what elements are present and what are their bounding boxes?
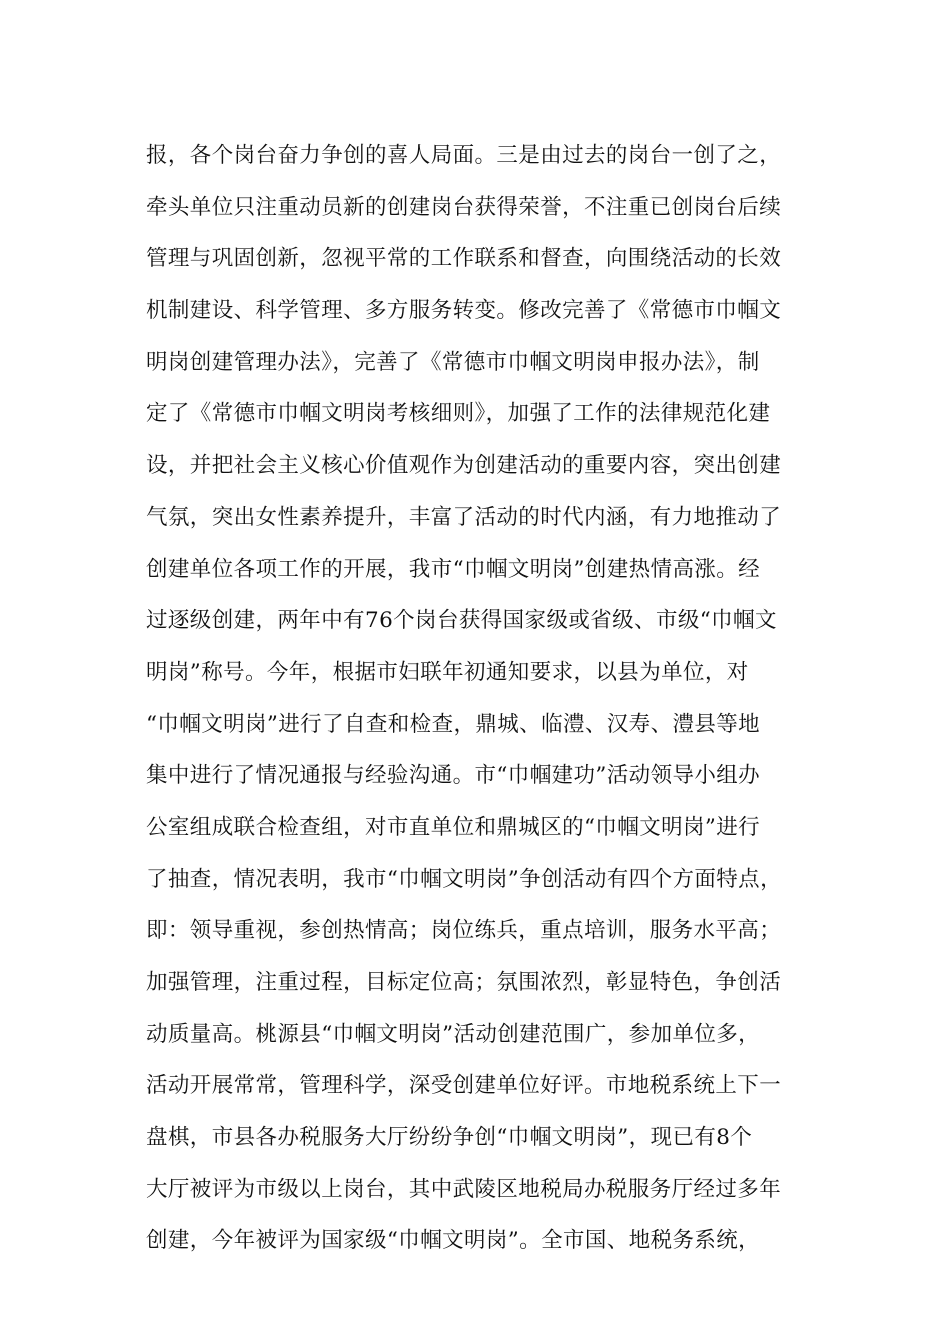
text-line: 报，各个岗台奋力争创的喜人局面。三是由过去的岗台一创了之， [146, 143, 782, 168]
text-line: 集中进行了情况通报与经验沟通。市“巾帼建功”活动领导小组办 [146, 763, 761, 789]
text-line: 机制建设、科学管理、多方服务转变。修改完善了《常德市巾帼文 [146, 298, 782, 324]
text-line: 了抽查，情况表明，我市“巾帼文明岗”争创活动有四个方面特点， [146, 866, 782, 892]
text-line: 大厅被评为市级以上岗台，其中武陵区地税局办税服务厅经过多年 [146, 1176, 782, 1202]
text-line: 创建单位各项工作的开展，我市“巾帼文明岗”创建热情高涨。经 [146, 556, 761, 582]
text-line: 过逐级创建，两年中有76个岗台获得国家级或省级、市级“巾帼文 [146, 608, 777, 634]
body-text [146, 130, 836, 1267]
text-line: 即：领导重视，参创热情高；岗位练兵，重点培训，服务水平高； [146, 918, 782, 944]
text-line: 明岗创建管理办法》，完善了《常德市巾帼文明岗申报办法》，制 [146, 349, 760, 375]
text-line: 加强管理，注重过程，目标定位高；氛围浓烈，彰显特色，争创活 [146, 970, 782, 995]
text-line: 活动开展常常，管理科学，深受创建单位好评。市地税系统上下一 [146, 1073, 782, 1099]
text-line: 明岗”称号。今年，根据市妇联年初通知要求，以县为单位，对 [146, 659, 749, 685]
text-line: 牵头单位只注重动员新的创建岗台获得荣誉，不注重已创岗台后续 [146, 194, 782, 220]
text-line: 管理与巩固创新，忽视平常的工作联系和督查，向围绕活动的长效 [146, 246, 782, 272]
text-line: 公室组成联合检查组，对市直单位和鼎城区的“巾帼文明岗”进行 [146, 814, 761, 840]
text-line: “巾帼文明岗”进行了自查和检查，鼎城、临澧、汉寿、澧县等地 [146, 711, 761, 737]
text-line: 气氛，突出女性素养提升，丰富了活动的时代内涵，有力地推动了 [146, 504, 782, 530]
text-line: 创建，今年被评为国家级“巾帼文明岗”。全市国、地税务系统， [146, 1228, 761, 1254]
text-line: 定了《常德市巾帼文明岗考核细则》，加强了工作的法律规范化建 [146, 401, 771, 427]
text-line: 设，并把社会主义核心价值观作为创建活动的重要内容，突出创建 [146, 453, 782, 479]
text-line: 盘棋，市县各办税服务大厅纷纷争创“巾帼文明岗”，现已有8个 [146, 1125, 753, 1151]
text-line: 动质量高。桃源县“巾帼文明岗”活动创建范围广，参加单位多， [146, 1021, 761, 1047]
